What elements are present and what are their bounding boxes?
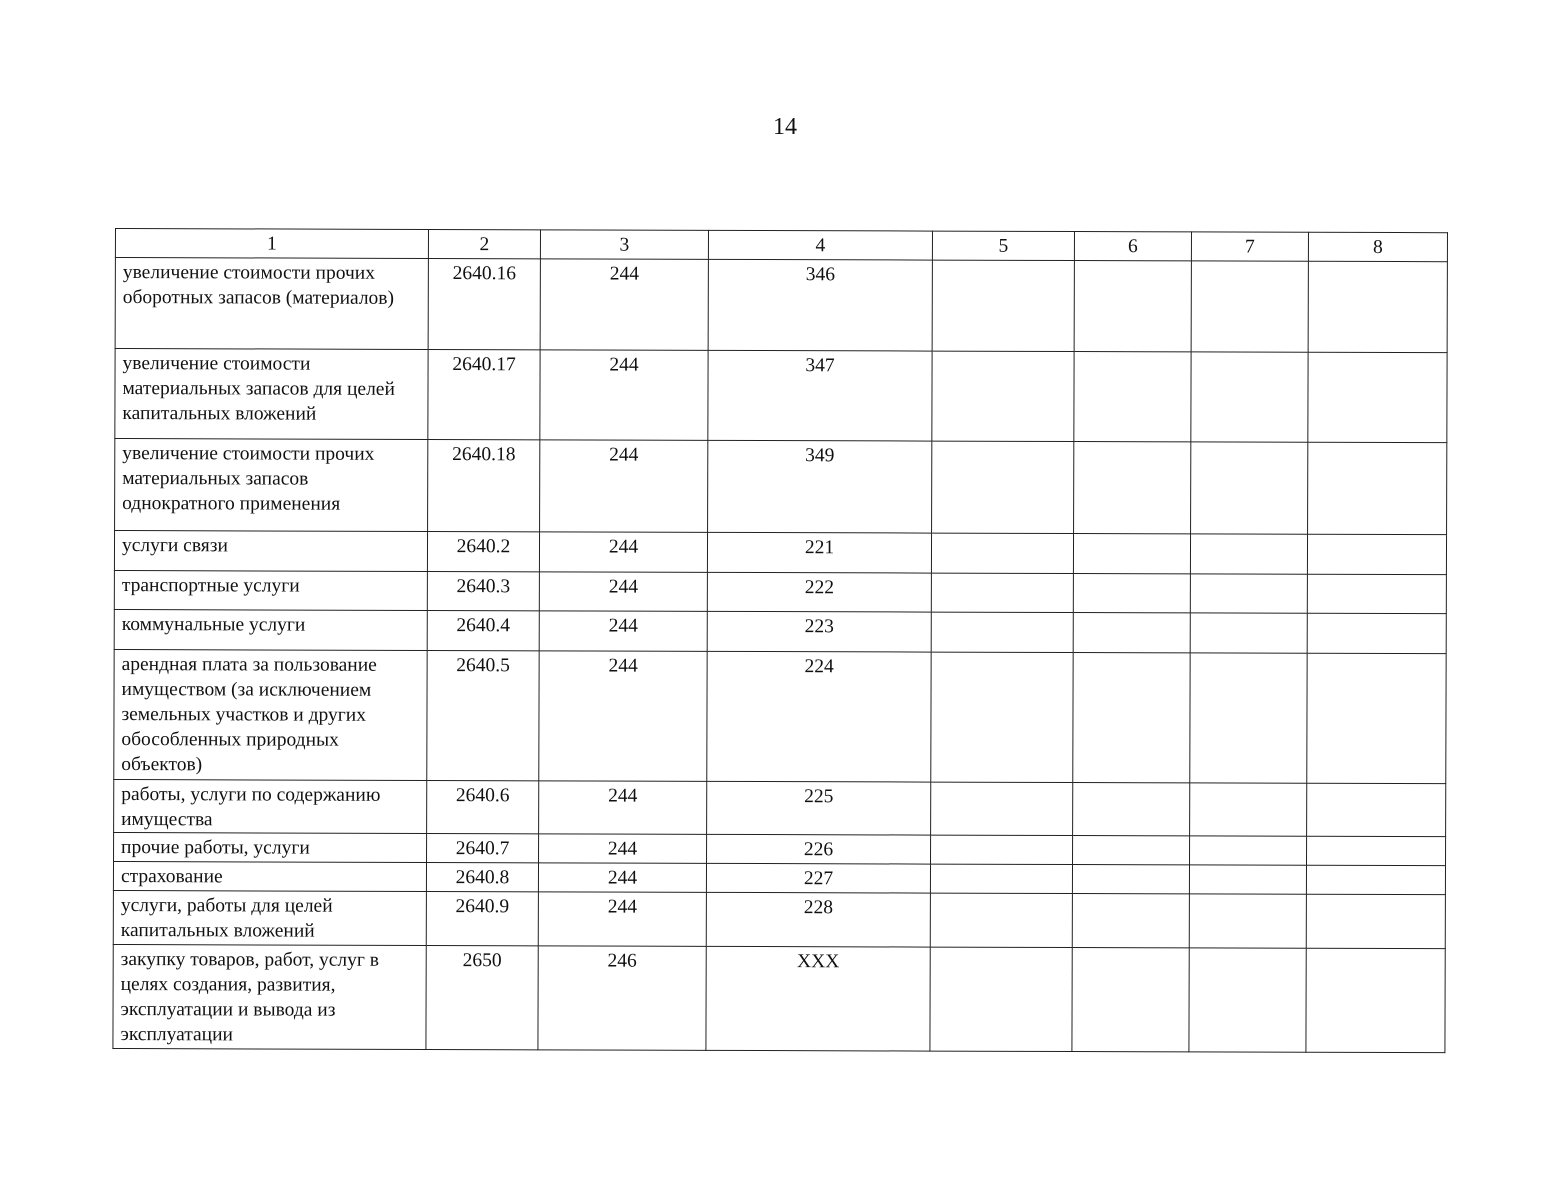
table-row (114, 832, 1446, 865)
row-name-cell: работы, услуги по содержанию имущества (114, 779, 427, 833)
empty-cell (1072, 865, 1189, 894)
empty-cell (1191, 352, 1308, 442)
table-row (114, 531, 1446, 575)
page-number: 14 (773, 114, 797, 140)
column-header-4: 4 (708, 230, 932, 260)
empty-cell (1073, 783, 1190, 836)
row-name-cell: прочие работы, услуги (114, 832, 427, 862)
table-row (115, 258, 1447, 353)
empty-cell (930, 864, 1072, 893)
row-col3-cell: 244 (539, 834, 707, 864)
header-row (115, 229, 1447, 262)
row-col4-cell: 227 (706, 863, 930, 893)
row-name-cell: страхование (113, 861, 426, 891)
empty-cell (1191, 261, 1308, 352)
row-name-cell: увеличение стоимости прочих оборотных запасов (материалов) (115, 258, 428, 350)
empty-cell (1073, 836, 1190, 865)
row-col3-cell: 246 (538, 946, 706, 1051)
column-header-3: 3 (540, 230, 708, 260)
row-code-cell: 2640.5 (427, 650, 539, 780)
empty-cell (931, 782, 1073, 835)
row-col3-cell: 244 (539, 532, 707, 573)
row-code-cell: 2640.4 (427, 610, 539, 650)
empty-cell (1308, 261, 1447, 352)
row-code-cell: 2640.6 (427, 780, 539, 833)
row-col4-cell: 223 (707, 611, 931, 652)
row-name-cell: увеличение стоимости материальных запасов для целей капитальных вложений (115, 349, 428, 440)
empty-cell (1072, 894, 1189, 948)
empty-cell (1189, 865, 1306, 894)
empty-cell (1189, 894, 1306, 948)
row-code-cell: 2640.8 (426, 862, 538, 891)
empty-cell (931, 612, 1073, 652)
empty-cell (932, 260, 1074, 351)
row-col3-cell: 244 (540, 440, 708, 533)
row-col3-cell: 244 (538, 863, 706, 893)
empty-cell (1308, 442, 1447, 534)
empty-cell (1073, 653, 1190, 783)
row-col4-cell: 224 (707, 651, 931, 782)
table-row (114, 570, 1446, 613)
row-code-cell: 2640.9 (426, 891, 538, 945)
row-col4-cell: XXX (706, 946, 930, 1051)
row-code-cell: 2640.7 (427, 833, 539, 862)
empty-cell (1191, 442, 1308, 534)
row-code-cell: 2650 (426, 945, 538, 1049)
empty-cell (930, 947, 1072, 1051)
empty-cell (1190, 613, 1307, 653)
empty-cell (1306, 894, 1445, 948)
empty-cell (1074, 261, 1191, 352)
row-name-cell: коммунальные услуги (114, 609, 427, 650)
empty-cell (1307, 836, 1446, 865)
empty-cell (1189, 948, 1306, 1052)
row-name-cell: услуги, работы для целей капитальных вложений (113, 890, 426, 945)
table-container (112, 228, 1448, 1053)
empty-cell (1307, 534, 1446, 574)
column-header-5: 5 (932, 231, 1074, 260)
row-code-cell: 2640.18 (428, 439, 540, 531)
empty-cell (1307, 653, 1446, 783)
row-col3-cell: 244 (539, 572, 707, 612)
data-table (112, 228, 1448, 1053)
empty-cell (931, 573, 1073, 612)
empty-cell (1307, 574, 1446, 613)
table-row (114, 609, 1446, 653)
empty-cell (1073, 613, 1190, 653)
empty-cell (1074, 442, 1191, 534)
empty-cell (1073, 574, 1190, 613)
row-col4-cell: 225 (707, 781, 931, 835)
row-col4-cell: 221 (707, 532, 931, 573)
row-col3-cell: 244 (538, 892, 706, 947)
empty-cell (931, 652, 1073, 782)
empty-cell (1072, 948, 1189, 1052)
table-row (113, 890, 1445, 948)
row-col3-cell: 244 (539, 651, 707, 782)
column-header-2: 2 (428, 229, 540, 258)
row-col3-cell: 244 (539, 781, 707, 835)
empty-cell (1306, 948, 1445, 1052)
empty-cell (932, 441, 1074, 533)
column-header-8: 8 (1308, 232, 1447, 261)
row-col4-cell: 228 (706, 892, 930, 947)
empty-cell (1190, 574, 1307, 613)
empty-cell (1307, 783, 1446, 836)
empty-cell (1190, 783, 1307, 836)
row-col4-cell: 226 (707, 834, 931, 864)
row-name-cell: транспортные услуги (114, 570, 427, 610)
empty-cell (931, 835, 1073, 864)
column-header-6: 6 (1074, 232, 1191, 261)
row-col3-cell: 244 (539, 611, 707, 652)
empty-cell (932, 351, 1074, 441)
empty-cell (1190, 836, 1307, 865)
row-name-cell: арендная плата за пользование имуществом (за исключением земельных участков и других обособленных природных объектов) (114, 649, 427, 780)
table-row (115, 439, 1447, 535)
row-col4-cell: 349 (708, 440, 932, 533)
row-code-cell: 2640.3 (427, 571, 539, 610)
column-header-1: 1 (115, 229, 428, 259)
column-header-7: 7 (1191, 232, 1308, 261)
empty-cell (930, 893, 1072, 947)
row-name-cell: увеличение стоимости прочих материальных запасов однократного применения (115, 439, 428, 532)
empty-cell (1073, 534, 1190, 574)
empty-cell (1306, 865, 1445, 894)
table-row (115, 349, 1447, 443)
row-name-cell: закупку товаров, работ, услуг в целях создания, развития, эксплуатации и вывода из эксплуатации (113, 944, 426, 1049)
row-name-cell: услуги связи (114, 531, 427, 572)
row-code-cell: 2640.17 (428, 349, 540, 439)
empty-cell (931, 533, 1073, 573)
row-col3-cell: 244 (540, 259, 708, 351)
table-row (114, 779, 1446, 836)
table-row (113, 944, 1445, 1052)
row-code-cell: 2640.2 (427, 531, 539, 571)
empty-cell (1074, 352, 1191, 442)
row-code-cell: 2640.16 (428, 258, 540, 349)
table-row (114, 649, 1446, 783)
row-col4-cell: 347 (708, 350, 932, 441)
empty-cell (1308, 352, 1447, 442)
empty-cell (1190, 534, 1307, 574)
empty-cell (1307, 613, 1446, 653)
row-col4-cell: 346 (708, 259, 932, 351)
empty-cell (1190, 653, 1307, 783)
row-col3-cell: 244 (540, 350, 708, 441)
table-row (113, 861, 1445, 894)
row-col4-cell: 222 (707, 572, 931, 612)
